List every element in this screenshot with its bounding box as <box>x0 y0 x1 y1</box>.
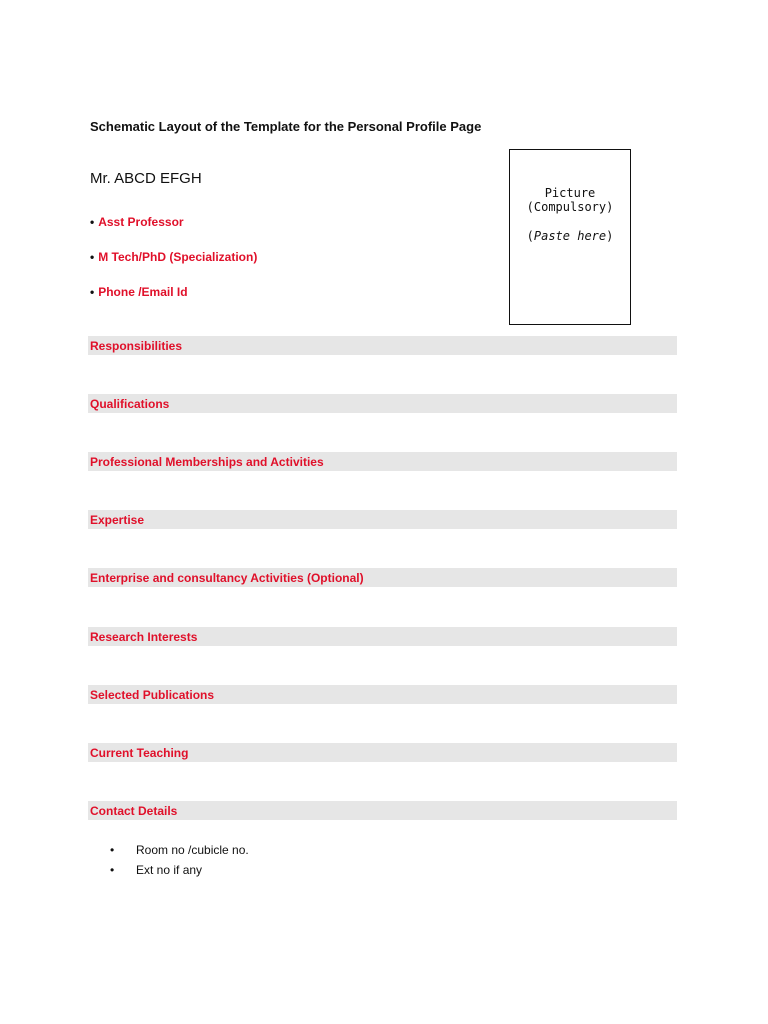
section-heading: Qualifications <box>90 397 170 411</box>
section-expertise <box>88 510 677 529</box>
list-item <box>110 843 249 863</box>
section-heading: Responsibilities <box>90 339 183 353</box>
picture-label: Picture <box>544 186 596 200</box>
picture-requirement: (Compulsory) <box>526 200 614 214</box>
detail-qualification: M Tech/PhD (Specialization) <box>98 250 258 264</box>
bullet-icon: • <box>110 843 115 857</box>
section-heading: Selected Publications <box>90 688 215 702</box>
detail-contact: Phone /Email Id <box>98 285 188 299</box>
detail-item <box>90 285 188 299</box>
picture-instruction: (Paste here) <box>526 229 614 243</box>
detail-item <box>90 250 257 264</box>
section-research <box>88 627 677 646</box>
list-item <box>110 863 249 883</box>
section-heading: Current Teaching <box>90 746 189 760</box>
section-heading: Professional Memberships and Activities <box>90 455 324 469</box>
bullet-icon: • <box>110 863 115 877</box>
section-heading: Expertise <box>90 513 145 527</box>
section-responsibilities <box>88 336 677 355</box>
section-publications <box>88 685 677 704</box>
section-teaching <box>88 743 677 762</box>
bullet-icon: • <box>90 250 95 264</box>
section-qualifications <box>88 394 677 413</box>
page-title: Schematic Layout of the Template for the Personal Profile Page <box>90 119 482 134</box>
section-heading: Contact Details <box>90 804 178 818</box>
section-heading: Research Interests <box>90 630 198 644</box>
detail-designation: Asst Professor <box>98 215 184 229</box>
contact-list <box>110 843 249 883</box>
contact-ext: Ext no if any <box>136 863 203 877</box>
bullet-icon: • <box>90 285 95 299</box>
section-enterprise <box>88 568 677 587</box>
detail-item <box>90 215 184 229</box>
picture-placeholder <box>509 149 631 325</box>
person-name: Mr. ABCD EFGH <box>90 170 202 187</box>
section-contact <box>88 801 677 820</box>
section-heading: Enterprise and consultancy Activities (Optional) <box>90 571 364 585</box>
bullet-icon: • <box>90 215 95 229</box>
section-memberships <box>88 452 677 471</box>
contact-room: Room no /cubicle no. <box>136 843 249 857</box>
